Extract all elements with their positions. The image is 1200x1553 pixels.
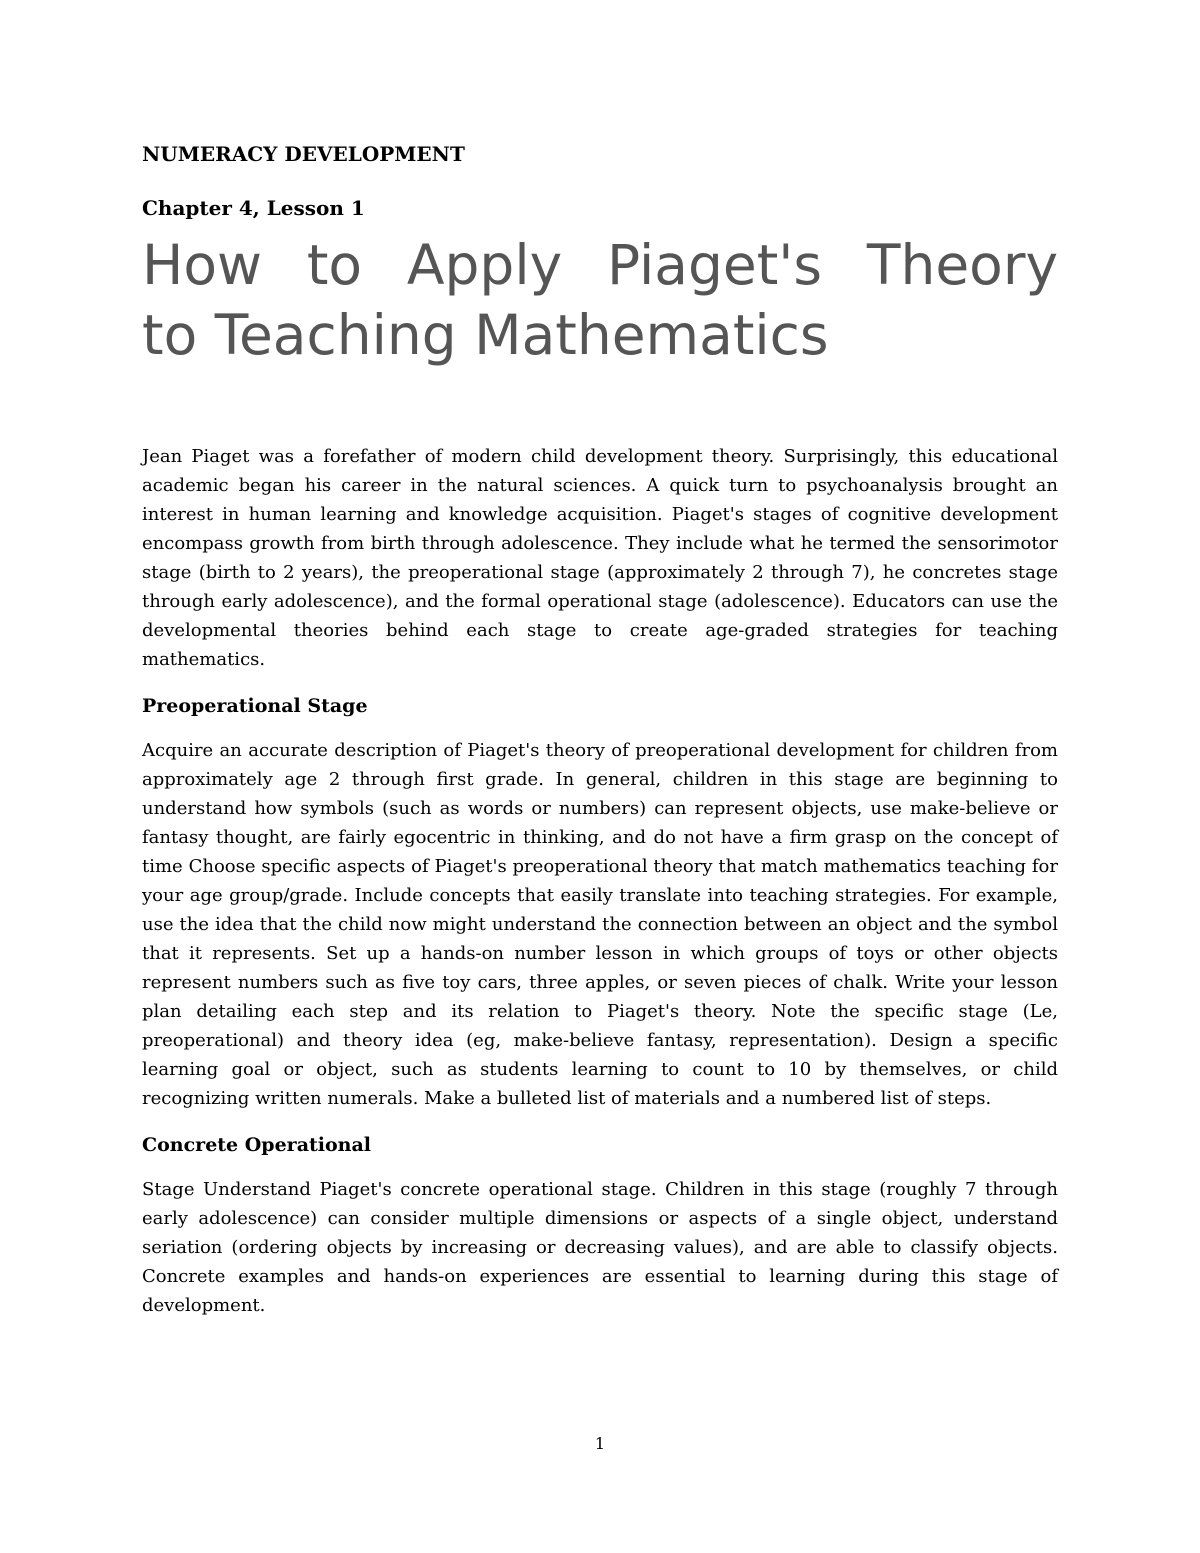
intro-paragraph: Jean Piaget was a forefather of modern child development theory. Surprisingly, this educational academic began his career in the natural sciences. A quick turn to psychoanalysis brought an interest in human learning and knowledge acquisition. Piaget's stages of cognitive development encompass growth from birth through adolescence. They include what he termed the sensorimotor stage (birth to 2 years), the preoperational stage (approximately 2 through 7), he concretes stage through early adolescence), and the formal operational stage (adolescence). Educators can use the developmental theories behind each stage to create age-graded strategies for teaching mathematics.: [142, 446, 1058, 670]
page-number: 1: [594, 1434, 606, 1453]
page-title-line-1: How to Apply Piaget's Theory: [142, 233, 1058, 297]
lesson-label: Chapter 4, Lesson 1: [142, 196, 365, 220]
document-page: [142, 140, 1058, 1320]
course-title: NUMERACY DEVELOPMENT: [142, 142, 465, 166]
page-title: [142, 230, 1058, 370]
section-heading-concrete-operational: Concrete Operational: [142, 1134, 372, 1156]
page-title-line-2: to Teaching Mathematics: [142, 303, 829, 367]
section-heading-preoperational: Preoperational Stage: [142, 695, 368, 717]
section-paragraph-preoperational: Acquire an accurate description of Piaget's theory of preoperational development for children from approximately age 2 through first grade. In general, children in this stage are beginning to understand how symbols (such as words or numbers) can represent objects, use make-believe or fantasy thought, are fairly egocentric in thinking, and do not have a firm grasp on the concept of time Choose specific aspects of Piaget's preoperational theory that match mathematics teaching for your age group/grade. Include concepts that easily translate into teaching strategies. For example, use the idea that the child now might understand the connection between an object and the symbol that it represents. Set up a hands-on number lesson in which groups of toys or other objects represent numbers such as five toy cars, three apples, or seven pieces of chalk. Write your lesson plan detailing each step and its relation to Piaget's theory. Note the specific stage (Le, preoperational) and theory idea (eg, make-believe fantasy, representation). Design a specific learning goal or object, such as students learning to count to 10 by themselves, or child recognizing written numerals. Make a bulleted list of materials and a numbered list of steps.: [142, 740, 1058, 1109]
section-paragraph-concrete-operational: Stage Understand Piaget's concrete operational stage. Children in this stage (roughly 7 through early adolescence) can consider multiple dimensions or aspects of a single object, understand seriation (ordering objects by increasing or decreasing values), and are able to classify objects. Concrete examples and hands-on experiences are essential to learning during this stage of development.: [142, 1179, 1058, 1316]
